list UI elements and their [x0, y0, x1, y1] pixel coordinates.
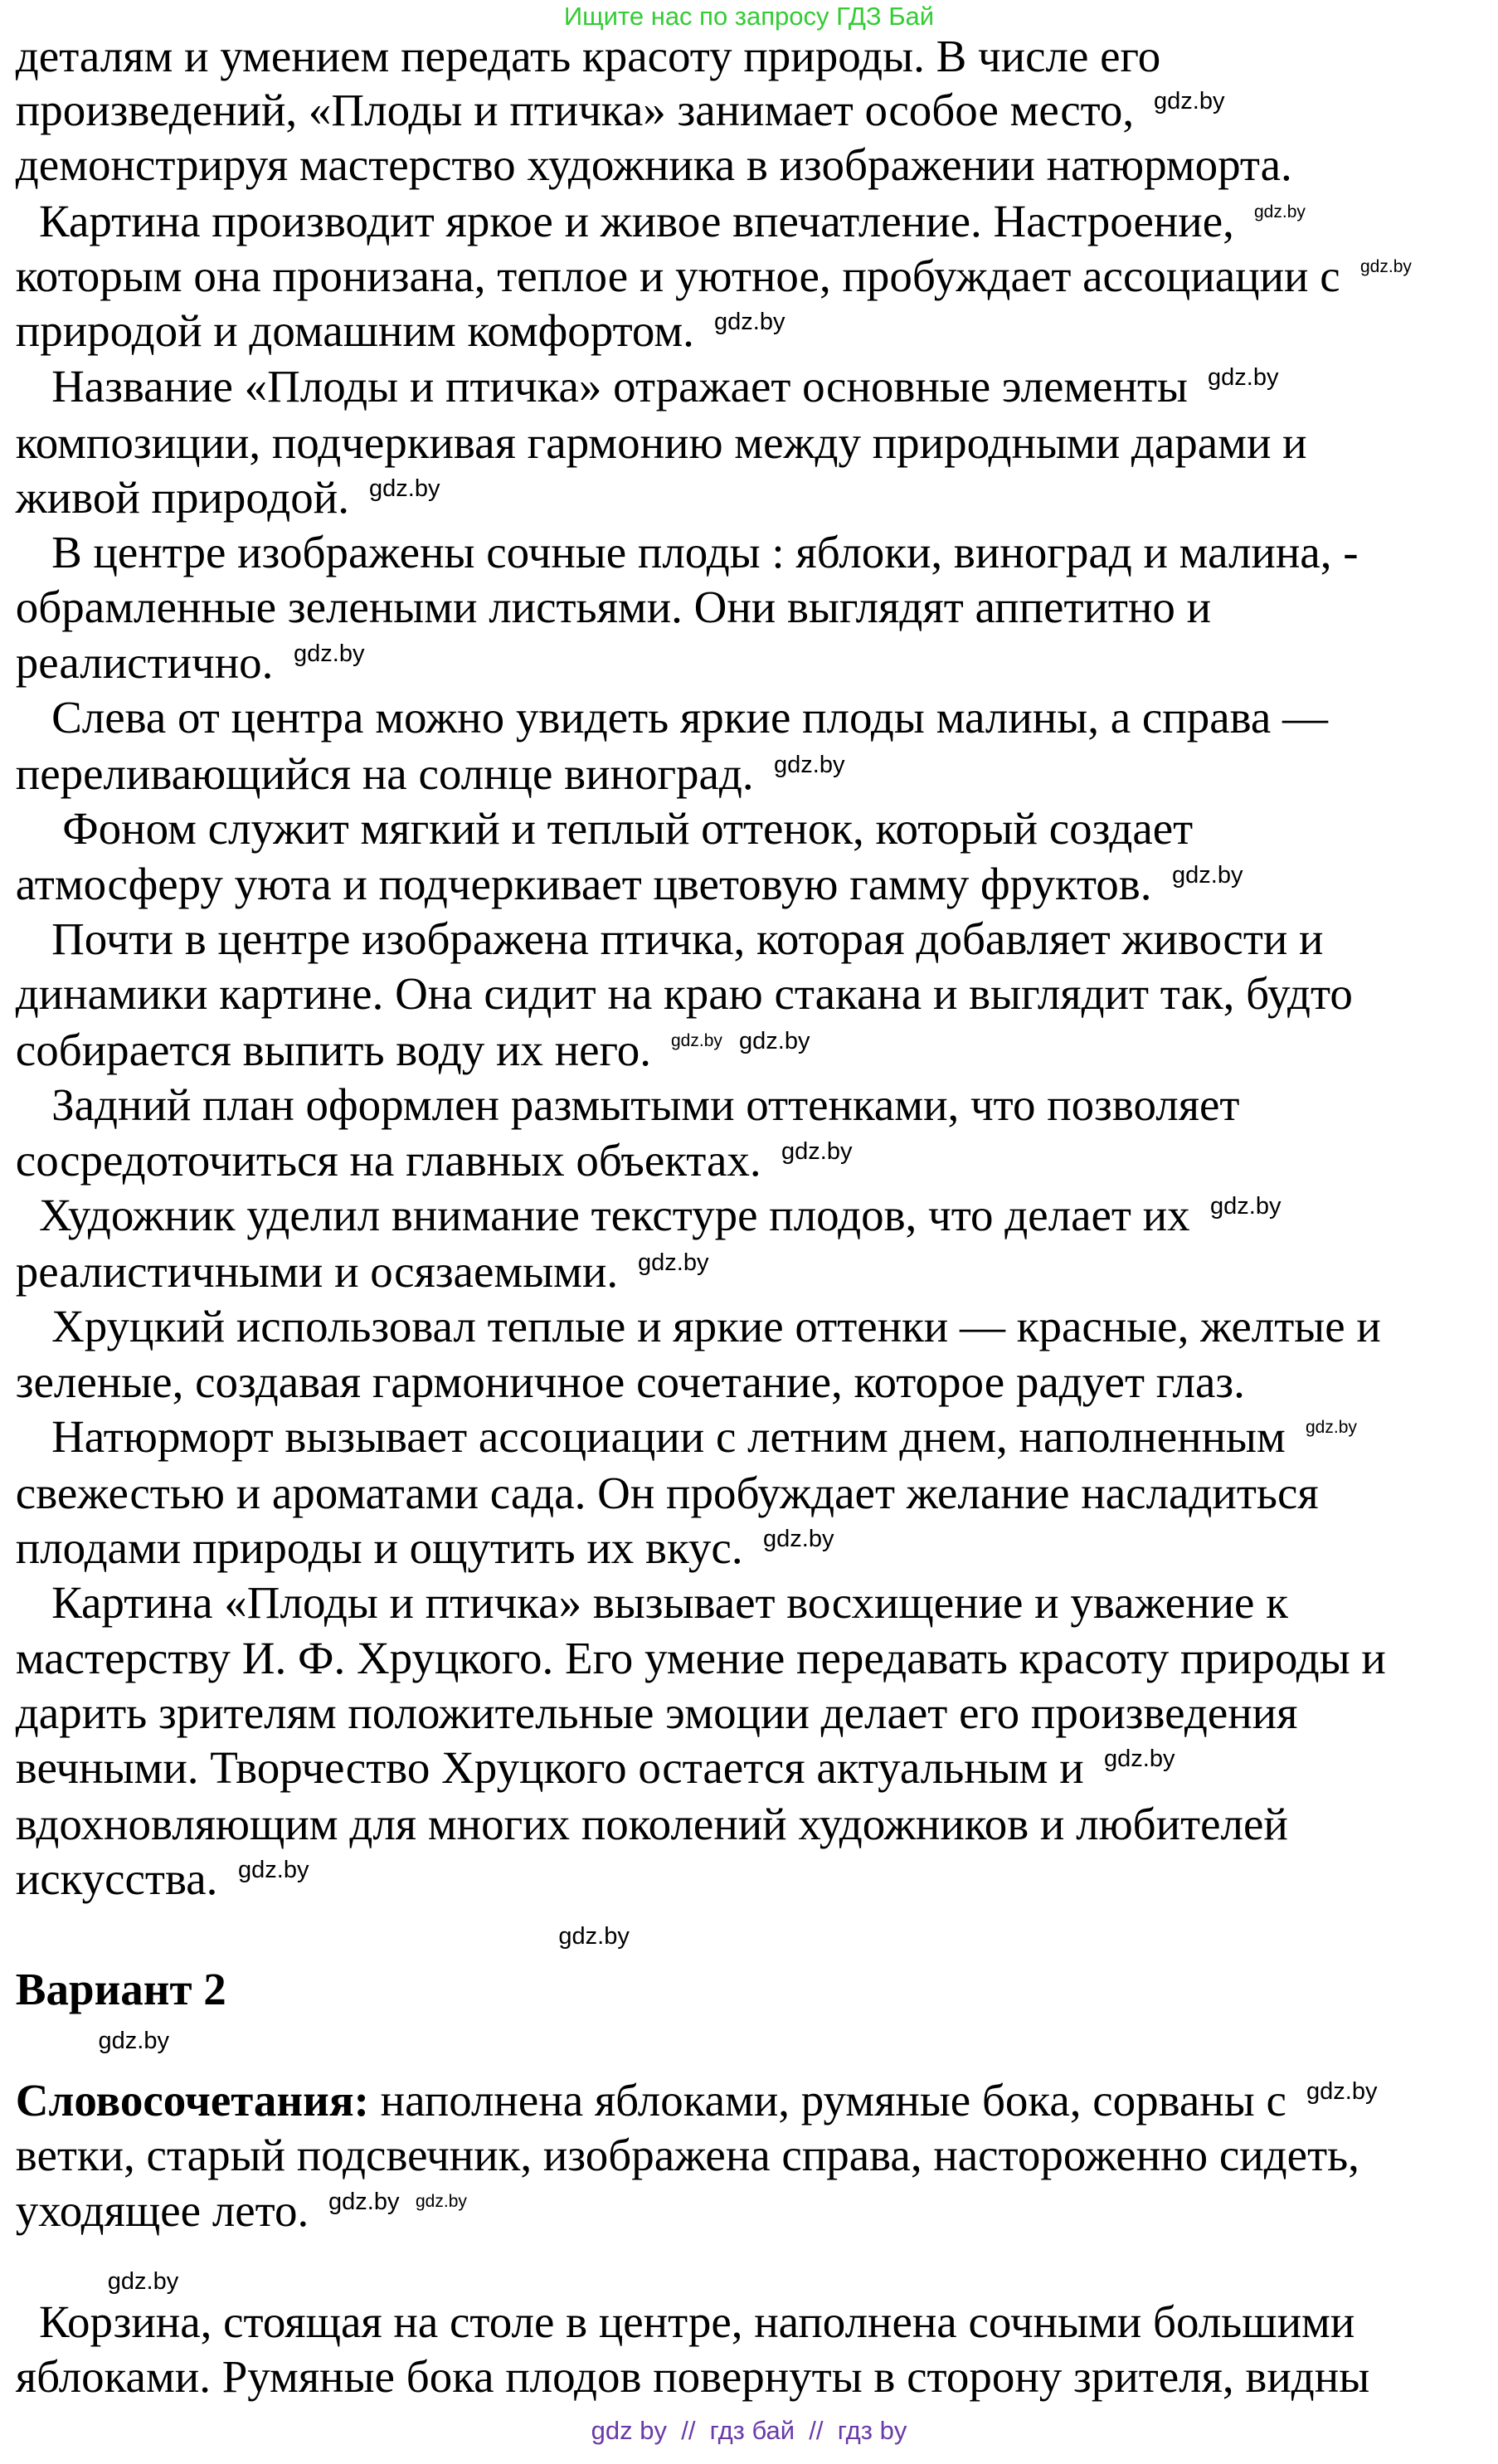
- text-line: природой и домашним комфортом.: [15, 304, 694, 356]
- text-line: Название «Плоды и птичка» отражает основные элементы: [51, 361, 1189, 412]
- text-line: свежестью и ароматами сада. Он пробуждает желание насладиться: [15, 1467, 1319, 1518]
- text-line: Фоном служит мягкий и теплый оттенок, который создает: [62, 802, 1194, 854]
- variant-heading: [16, 1966, 226, 2013]
- text-line: зеленые, создавая гармоничное сочетание, которое радует глаз.: [15, 1356, 1245, 1408]
- text-line: Картина «Плоды и птичка» вызывает восхищение и уважение к: [51, 1576, 1288, 1628]
- text-line: Слева от центра можно увидеть яркие плоды малины, а справа —: [51, 692, 1329, 743]
- text-line: сосредоточиться на главных объектах.: [15, 1135, 761, 1186]
- watermark: gdz.by: [107, 2268, 179, 2296]
- text-line: мастерству И. Ф. Хруцкого. Его умение передавать красоту природы и: [15, 1633, 1386, 1684]
- watermark: gdz.by: [294, 640, 365, 667]
- watermark: gdz.by: [1210, 1193, 1282, 1220]
- text-line: обрамленные зелеными листьями. Они выглядят аппетитно и: [15, 581, 1212, 632]
- watermark: gdz.by: [638, 1249, 709, 1276]
- watermark: gdz.by: [369, 475, 440, 502]
- text-line: Корзина, стоящая на столе в центре, наполнена сочными большими: [39, 2296, 1355, 2347]
- watermark: gdz.by: [98, 2028, 169, 2055]
- text-line: реалистичными и осязаемыми.: [15, 1245, 619, 1297]
- watermark: gdz.by: [1360, 257, 1412, 276]
- watermark: gdz.by: [1154, 88, 1225, 114]
- watermark: gdz.by: [774, 752, 845, 778]
- text-line: Натюрморт вызывает ассоциации с летним днем, наполненным: [51, 1411, 1286, 1463]
- text-line: динамики картине. Она сидит на краю стакана и выглядит так, будто: [15, 968, 1353, 1020]
- watermark: gdz.by: [1104, 1746, 1175, 1772]
- text-line: Хруцкий использовал теплые и яркие оттенки — красные, желтые и: [51, 1300, 1381, 1351]
- footer-banner: gdz by // гдз бай // гдз by: [591, 2416, 907, 2445]
- text-line: произведений, «Плоды и птичка» занимает особое место,: [15, 85, 1135, 136]
- text-line: вдохновляющим для многих поколений художников и любителей: [15, 1798, 1288, 1849]
- text-line: реалистично.: [15, 637, 274, 689]
- text-line: Почти в центре изображена птичка, которая добавляет живости и: [51, 913, 1324, 965]
- watermark: gdz.by: [781, 1138, 853, 1165]
- watermark: gdz.by: [238, 1857, 309, 1883]
- text-line: живой природой.: [15, 471, 349, 523]
- text-line: которым она пронизана, теплое и уютное, пробуждает ассоциации с: [15, 250, 1340, 301]
- phrases-text: наполнена яблоками, румяные бока, сорваны с: [368, 2074, 1286, 2126]
- header-banner: Ищите нас по запросу ГДЗ Бай: [563, 2, 935, 31]
- phrases-line: [15, 2074, 1286, 2126]
- watermark: gdz.by: [328, 2189, 400, 2215]
- phrases-label: Словосочетания:: [15, 2074, 369, 2126]
- watermark: gdz.by: [1306, 2078, 1378, 2105]
- watermark: gdz.by: [1208, 364, 1279, 391]
- text-line: В центре изображены сочные плоды : яблоки, виноград и малина, -: [51, 526, 1359, 577]
- text-line: дарить зрителям положительные эмоции делает его произведения: [15, 1687, 1298, 1739]
- watermark: gdz.by: [714, 309, 785, 335]
- watermark: gdz.by: [1306, 1418, 1357, 1437]
- text-line: Картина производит яркое и живое впечатление. Настроение,: [39, 195, 1234, 246]
- text-line: композиции, подчеркивая гармонию между природными дарами и: [15, 417, 1307, 469]
- text-line: плодами природы и ощутить их вкус.: [15, 1522, 743, 1573]
- text-line: атмосферу уюта и подчеркивает цветовую гамму фруктов.: [15, 859, 1152, 910]
- text-line: Художник уделил внимание текстуре плодов, что делает их: [39, 1190, 1190, 1241]
- watermark: gdz.by: [558, 1923, 630, 1950]
- watermark: gdz.by: [416, 2192, 467, 2211]
- watermark: gdz.by: [763, 1526, 834, 1552]
- watermark: gdz.by: [1172, 862, 1243, 889]
- text-line: деталям и умением передать красоту природы. В числе его: [15, 30, 1161, 81]
- phrases-line: ветки, старый подсвечник, изображена справа, настороженно сидеть,: [15, 2129, 1359, 2180]
- text-line: собирается выпить воду их него.: [15, 1024, 651, 1075]
- variant-heading-text: Вариант 2: [15, 1964, 226, 2015]
- watermark: gdz.by: [1254, 202, 1306, 222]
- text-line: вечными. Творчество Хруцкого остается актуальным и: [15, 1742, 1084, 1794]
- text-line: яблоками. Румяные бока плодов повернуты в сторону зрителя, видны: [15, 2350, 1370, 2402]
- text-line: искусства.: [15, 1853, 218, 1904]
- text-line: Задний план оформлен размытыми оттенками, что позволяет: [51, 1079, 1240, 1130]
- phrases-line: уходящее лето.: [15, 2185, 309, 2237]
- watermark: gdz.by: [671, 1031, 722, 1050]
- text-line: переливающийся на солнце виноград.: [15, 747, 754, 799]
- watermark: gdz.by: [739, 1028, 810, 1054]
- text-line: демонстрируя мастерство художника в изображении натюрморта.: [15, 139, 1292, 191]
